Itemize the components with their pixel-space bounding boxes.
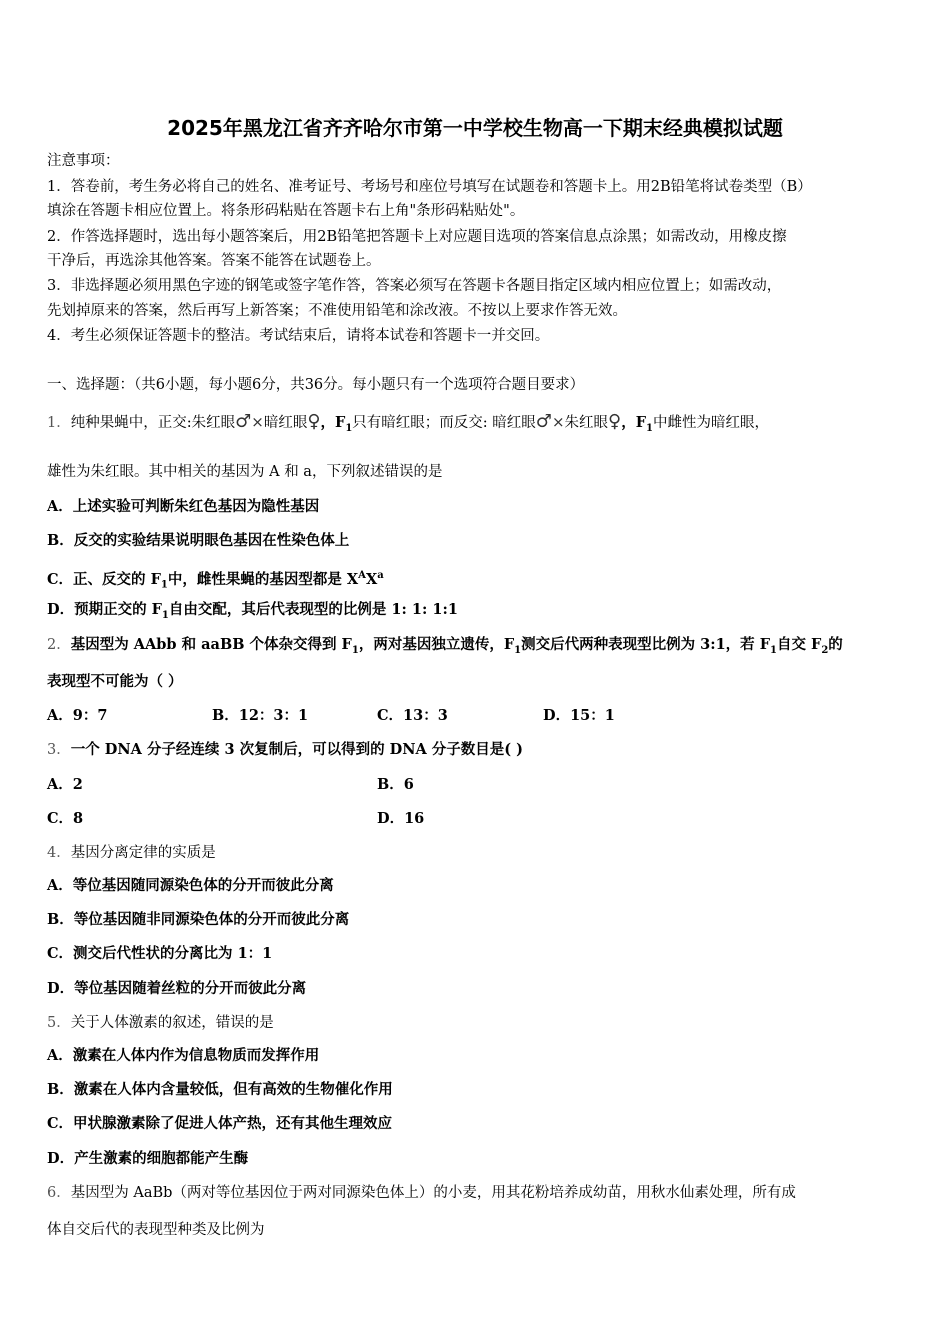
q2-option-a[interactable]: A．9：7 bbox=[47, 707, 108, 724]
question-2-stem bbox=[47, 635, 843, 661]
notice-heading: 注意事项： bbox=[47, 153, 120, 169]
notice-line-1: 1．答卷前，考生务必将自己的姓名、准考证号、考场号和座位号填写在试题卷和答题卡上。用2B铅笔将试卷类型（B） bbox=[47, 179, 812, 195]
q3-option-d[interactable]: D．16 bbox=[377, 810, 425, 827]
q2-text-b: ，两对基因独立遗传，F bbox=[358, 636, 515, 653]
q5-option-a[interactable]: A．激素在人体内作为信息物质而发挥作用 bbox=[47, 1047, 320, 1064]
q1-d-text-a: D．预期正交的 F bbox=[47, 601, 162, 618]
question-6-stem-line2: 体自交后代的表现型种类及比例为 bbox=[47, 1222, 265, 1238]
q1-text-f: ，F bbox=[621, 414, 646, 431]
male-symbol-icon: ♂ bbox=[535, 411, 552, 432]
q1-c-text-b: 中，雌性果蝇的基因型都是 X bbox=[167, 570, 359, 588]
q6-text: 基因型为 AaBb（两对等位基因位于两对同源染色体上）的小麦，用其花粉培养成幼苗，用秋水仙素处理，所有成 bbox=[70, 1185, 796, 1201]
question-number: 3． bbox=[47, 742, 71, 758]
q2-text-e: 的 bbox=[828, 636, 843, 653]
q5-option-d[interactable]: D．产生激素的细胞都能产生酶 bbox=[47, 1150, 249, 1167]
question-1-stem bbox=[47, 412, 769, 439]
subscript: 1 bbox=[351, 644, 359, 656]
q2-text-d: 自交 F bbox=[776, 636, 822, 653]
subscript: 1 bbox=[161, 609, 169, 621]
q2-option-c[interactable]: C．13：3 bbox=[377, 707, 448, 724]
q3-text: 一个 DNA 分子经连续 3 次复制后，可以得到的 DNA 分子数目是( ) bbox=[70, 741, 524, 758]
q1-text-g: 中雌性为暗红眼， bbox=[652, 415, 769, 431]
q4-text: 基因分离定律的实质是 bbox=[70, 845, 216, 861]
subscript: 1 bbox=[646, 422, 653, 434]
q2-text-a: 基因型为 AAbb 和 aaBB 个体杂交得到 F bbox=[70, 636, 352, 653]
male-symbol-icon: ♂ bbox=[235, 411, 252, 432]
notice-line-2: 填涂在答题卡相应位置上。将条形码粘贴在答题卡右上角"条形码粘贴处"。 bbox=[47, 203, 525, 219]
subscript: 1 bbox=[160, 579, 168, 591]
q2-text-c: 测交后代两种表现型比例为 3:1，若 F bbox=[521, 636, 771, 653]
question-2-stem-line2: 表现型不可能为（ ） bbox=[47, 673, 183, 690]
q4-option-b[interactable]: B．等位基因随非同源染色体的分开而彼此分离 bbox=[47, 911, 350, 928]
female-symbol-icon: ♀ bbox=[608, 411, 622, 432]
q1-text-c: ，F bbox=[320, 414, 346, 431]
subscript: 1 bbox=[514, 644, 522, 656]
question-number: 6． bbox=[47, 1185, 71, 1201]
female-symbol-icon: ♀ bbox=[307, 411, 321, 432]
question-number: 2． bbox=[47, 637, 71, 653]
q1-option-d[interactable] bbox=[47, 600, 458, 626]
question-1-stem-line2: 雄性为朱红眼。其中相关的基因为 A 和 a，下列叙述错误的是 bbox=[47, 464, 443, 480]
superscript: A bbox=[358, 570, 366, 581]
cross-symbol: × bbox=[551, 413, 565, 431]
subscript: 1 bbox=[345, 422, 353, 434]
q2-option-d[interactable]: D．15：1 bbox=[543, 707, 615, 724]
q1-text-e: 朱红眼 bbox=[564, 415, 609, 431]
q1-option-b[interactable]: B．反交的实验结果说明眼色基因在性染色体上 bbox=[47, 532, 350, 549]
notice-line-3: 2．作答选择题时，选出每小题答案后，用2B铅笔把答题卡上对应题目选项的答案信息点涂黑；如需改动，用橡皮擦 bbox=[47, 229, 787, 245]
q1-c-text-c: X bbox=[365, 570, 378, 588]
notice-line-7: 4．考生必须保证答题卡的整洁。考试结束后，请将本试卷和答题卡一并交回。 bbox=[47, 328, 550, 344]
superscript: a bbox=[377, 570, 384, 581]
notice-line-4: 干净后，再选涂其他答案。答案不能答在试题卷上。 bbox=[47, 253, 381, 269]
q3-option-c[interactable]: C．8 bbox=[47, 810, 84, 827]
q1-text-b: 暗红眼 bbox=[263, 415, 308, 431]
question-5-stem bbox=[47, 1013, 274, 1033]
q3-option-b[interactable]: B．6 bbox=[377, 776, 414, 793]
q3-option-a[interactable]: A．2 bbox=[47, 776, 83, 793]
q5-option-b[interactable]: B．激素在人体内含量较低，但有高效的生物催化作用 bbox=[47, 1081, 393, 1098]
question-3-stem bbox=[47, 740, 523, 760]
section-heading: 一、选择题：（共6小题，每小题6分，共36分。每小题只有一个选项符合题目要求） bbox=[47, 377, 585, 393]
q1-option-a[interactable]: A．上述实验可判断朱红色基因为隐性基因 bbox=[47, 498, 320, 515]
q4-option-d[interactable]: D．等位基因随着丝粒的分开而彼此分离 bbox=[47, 980, 307, 997]
question-number: 4． bbox=[47, 845, 71, 861]
subscript: 1 bbox=[770, 644, 777, 656]
q4-option-a[interactable]: A．等位基因随同源染色体的分开而彼此分离 bbox=[47, 877, 334, 894]
q1-d-text-b: 自由交配，其后代表现型的比例是 1: 1: 1:1 bbox=[168, 601, 458, 618]
question-6-stem bbox=[47, 1183, 796, 1203]
q1-option-c[interactable] bbox=[47, 566, 384, 596]
q4-option-c[interactable]: C．测交后代性状的分离比为 1：1 bbox=[47, 945, 273, 962]
question-number: 1． bbox=[47, 415, 71, 431]
notice-line-5: 3．非选择题必须用黑色字迹的钢笔或签字笔作答，答案必须写在答题卡各题目指定区域内相应位置上；如需改动， bbox=[47, 278, 782, 294]
q1-text-d: 只有暗红眼；而反交: 暗红眼 bbox=[352, 415, 536, 431]
q1-c-text-a: C．正、反交的 F bbox=[47, 570, 161, 588]
q5-option-c[interactable]: C．甲状腺激素除了促进人体产热，还有其他生理效应 bbox=[47, 1115, 393, 1132]
subscript: 2 bbox=[821, 644, 829, 656]
notice-line-6: 先划掉原来的答案，然后再写上新答案；不准使用铅笔和涂改液。不按以上要求作答无效。 bbox=[47, 303, 627, 319]
question-number: 5． bbox=[47, 1015, 71, 1031]
question-4-stem bbox=[47, 843, 216, 863]
q5-text: 关于人体激素的叙述，错误的是 bbox=[70, 1015, 274, 1031]
q1-text-a: 纯种果蝇中，正交:朱红眼 bbox=[70, 415, 236, 431]
q2-option-b[interactable]: B．12：3：1 bbox=[212, 707, 309, 724]
page-title: 2025年黑龙江省齐齐哈尔市第一中学校生物高一下期末经典模拟试题 bbox=[167, 116, 783, 140]
cross-symbol: × bbox=[251, 413, 264, 431]
